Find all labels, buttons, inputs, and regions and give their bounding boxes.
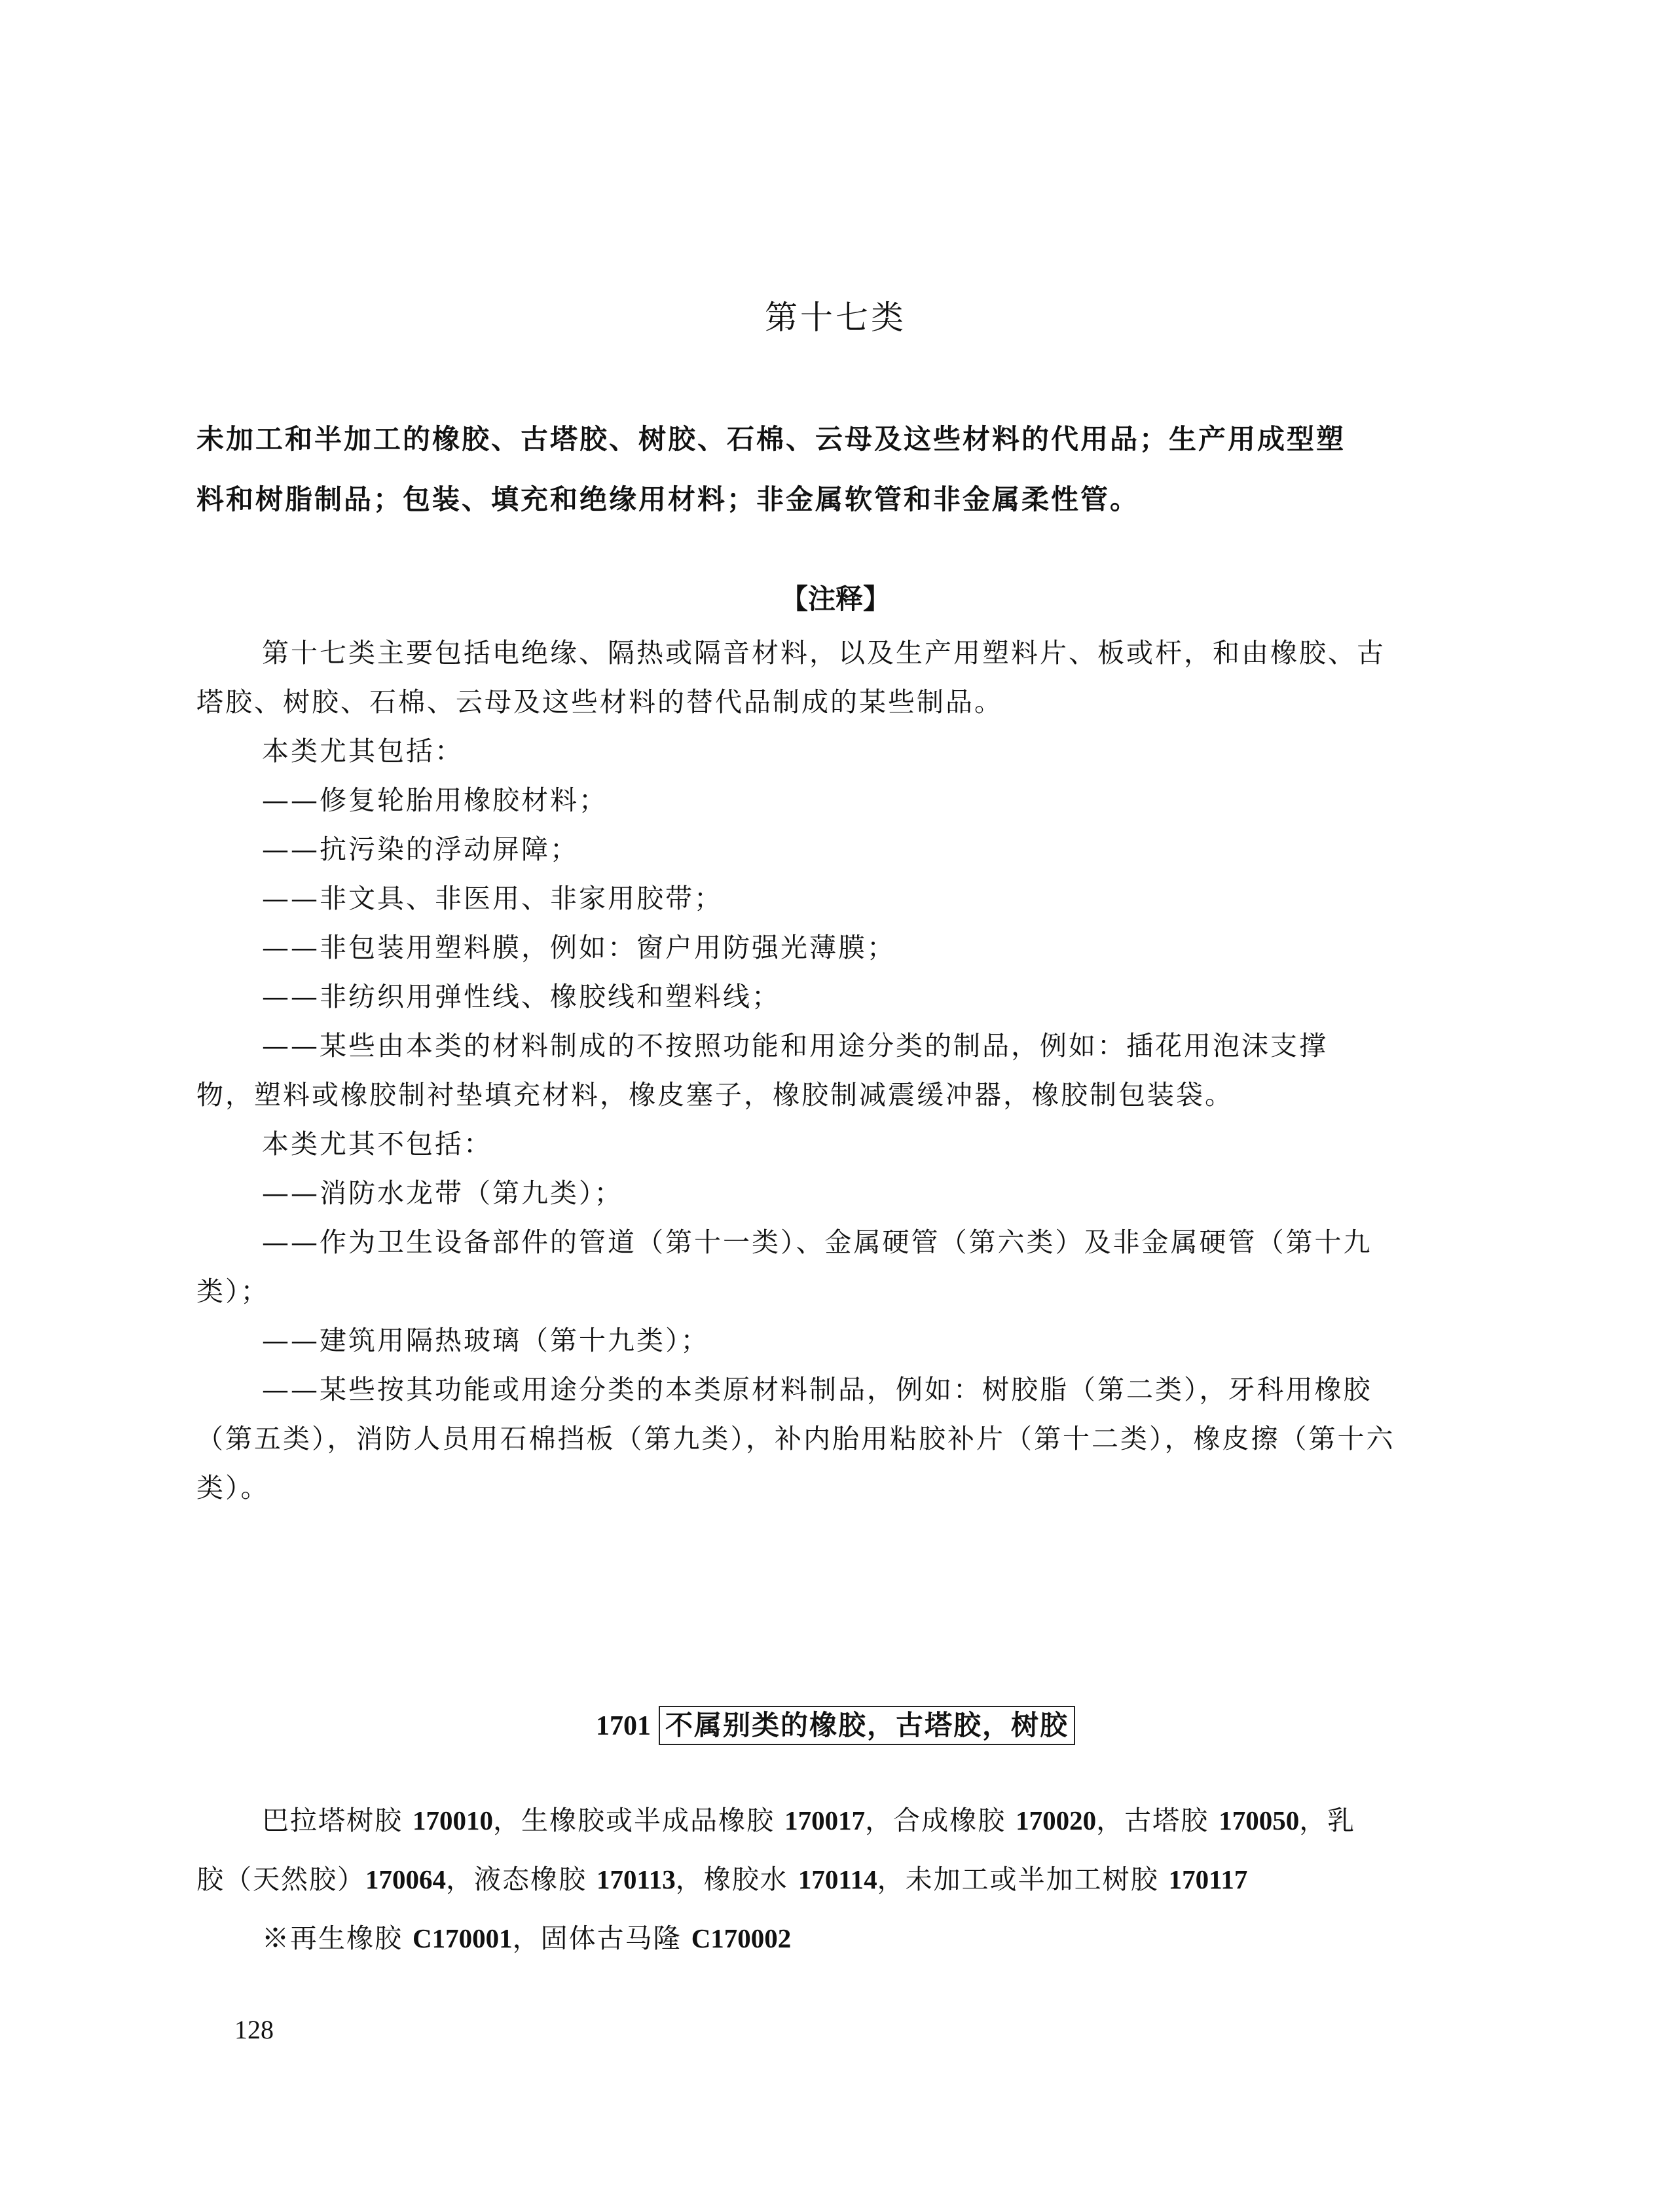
class-title: 第十七类 bbox=[765, 299, 906, 337]
note-exclude-label: 本类尤其不包括： bbox=[262, 1128, 492, 1160]
section-heading bbox=[0, 1703, 1671, 1749]
note-list-item: ——作为卫生设备部件的管道（第十一类）、金属硬管（第六类）及非金属硬管（第十九 bbox=[262, 1226, 1372, 1258]
section-code: 1701 bbox=[595, 1711, 651, 1741]
note-list-item: ——消防水龙带（第九类）； bbox=[262, 1177, 623, 1209]
goods-code: 170064 bbox=[365, 1864, 446, 1894]
goods-name: ※再生橡胶 bbox=[262, 1923, 413, 1954]
note-list-item-continuation: 物，塑料或橡胶制衬垫填充材料，橡皮塞子，橡胶制减震缓冲器，橡胶制包装袋。 bbox=[196, 1079, 1234, 1111]
goods-code: C170002 bbox=[691, 1923, 792, 1953]
goods-name: ，固体古马隆 bbox=[512, 1923, 691, 1954]
goods-name: ，未加工或半加工树胶 bbox=[877, 1864, 1169, 1895]
note-list-item: ——抗污染的浮动屏障； bbox=[262, 834, 579, 865]
goods-name: ，乳 bbox=[1299, 1805, 1356, 1836]
goods-name: ，橡胶水 bbox=[675, 1864, 798, 1895]
class-heading bbox=[196, 409, 1470, 530]
goods-code: 170020 bbox=[1016, 1805, 1097, 1835]
goods-code: 170017 bbox=[784, 1805, 866, 1835]
goods-line bbox=[196, 1791, 1477, 1850]
goods-code: 170114 bbox=[798, 1864, 877, 1894]
goods-name: ，古塔胶 bbox=[1096, 1805, 1219, 1836]
goods-code: 170050 bbox=[1219, 1805, 1300, 1835]
goods-list bbox=[196, 1791, 1477, 1968]
page-number: 128 bbox=[234, 2015, 274, 2044]
goods-name: ，合成橡胶 bbox=[865, 1805, 1016, 1836]
note-list-item: ——建筑用隔热玻璃（第十九类）； bbox=[262, 1325, 710, 1356]
goods-name: ，生橡胶或半成品橡胶 bbox=[493, 1805, 785, 1836]
goods-code: C170001 bbox=[413, 1923, 513, 1953]
note-include-label: 本类尤其包括： bbox=[262, 735, 464, 767]
goods-line bbox=[196, 1850, 1477, 1909]
heading-line: 未加工和半加工的橡胶、古塔胶、树胶、石棉、云母及这些材料的代用品；生产用成型塑 bbox=[196, 423, 1346, 455]
goods-code: 170010 bbox=[413, 1805, 494, 1835]
note-list-item-continuation: （第五类），消防人员用石棉挡板（第九类），补内胎用粘胶补片（第十二类），橡皮擦（第十六 bbox=[196, 1423, 1395, 1454]
note-paragraph-line: 第十七类主要包括电绝缘、隔热或隔音材料，以及生产用塑料片、板或杆，和由橡胶、古 bbox=[262, 637, 1386, 669]
goods-name: 巴拉塔树胶 bbox=[262, 1805, 413, 1836]
note-list-item: ——非文具、非医用、非家用胶带； bbox=[262, 883, 723, 914]
goods-code: 170113 bbox=[597, 1864, 676, 1894]
note-list-item: ——非包装用塑料膜，例如：窗户用防强光薄膜； bbox=[262, 932, 896, 963]
goods-line bbox=[196, 1909, 1477, 1968]
goods-name: 胶（天然胶） bbox=[196, 1864, 365, 1895]
note-paragraph-line: 塔胶、树胶、石棉、云母及这些材料的替代品制成的某些制品。 bbox=[196, 686, 1003, 718]
section-title-box: 不属别类的橡胶，古塔胶，树胶 bbox=[659, 1706, 1075, 1745]
goods-name: ，液态橡胶 bbox=[446, 1864, 597, 1895]
note-list-item: ——非纺织用弹性线、橡胶线和塑料线； bbox=[262, 981, 780, 1012]
note-title: 【注释】 bbox=[780, 583, 891, 615]
note-list-item: ——某些按其功能或用途分类的本类原材料制品，例如：树胶脂（第二类），牙科用橡胶 bbox=[262, 1374, 1372, 1405]
goods-code: 170117 bbox=[1168, 1864, 1248, 1894]
note-list-item: ——某些由本类的材料制成的不按照功能和用途分类的制品，例如：插花用泡沫支撑 bbox=[262, 1030, 1328, 1061]
note-list-item: ——修复轮胎用橡胶材料； bbox=[262, 784, 608, 816]
heading-line: 料和树脂制品；包装、填充和绝缘用材料；非金属软管和非金属柔性管。 bbox=[196, 483, 1140, 515]
note-body bbox=[196, 629, 1477, 1513]
note-list-item-continuation: 类）； bbox=[196, 1276, 270, 1307]
note-list-item-continuation: 类）。 bbox=[196, 1472, 270, 1503]
